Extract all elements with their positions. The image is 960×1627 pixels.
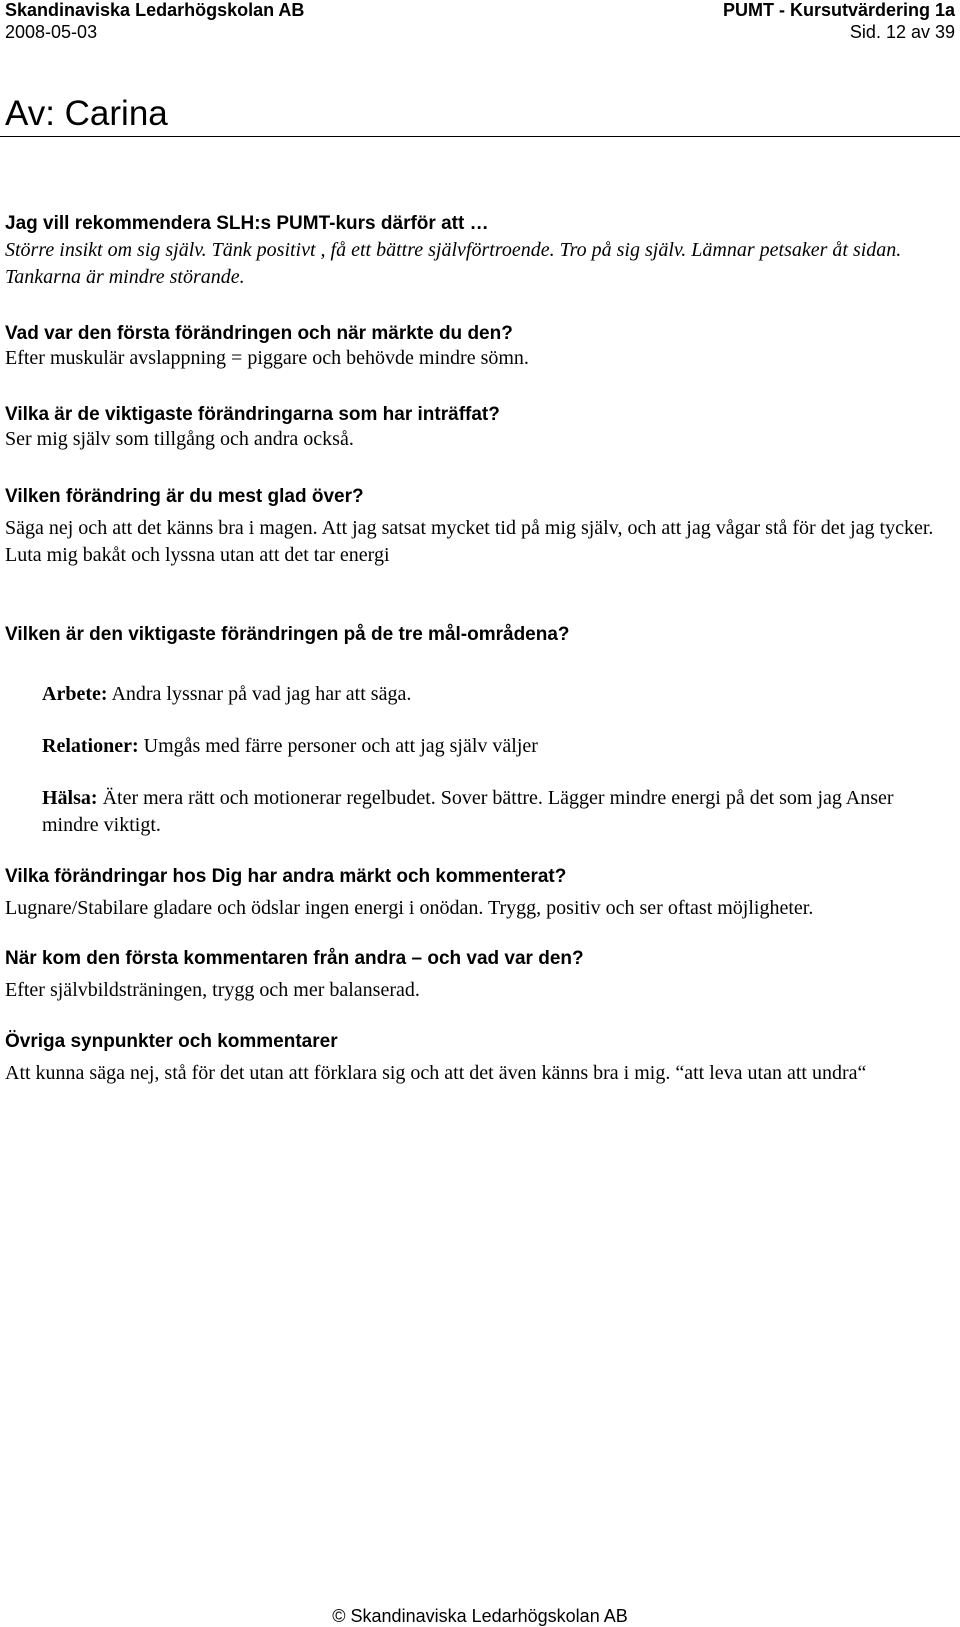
question-goal-areas: Vilken är den viktigaste förändringen på de tre mål-områdena? (5, 624, 570, 645)
page-footer: © Skandinaviska Ledarhögskolan AB (332, 1606, 628, 1626)
answer-noticed-by-others: Lugnare/Stabilare gladare och ödslar ingen energi i onödan. Trygg, positiv och ser oftast möjligheter. (5, 897, 814, 919)
author-title: Av: Carina (5, 94, 168, 133)
goal-area-health-text: Äter mera rätt och motionerar regelbudet. Sover bättre. Lägger mindre energi på det som jag Anser mindre viktigt. (42, 787, 894, 836)
question-recommend: Jag vill rekommendera SLH:s PUMT-kurs därför att … (5, 213, 489, 234)
goal-area-work (42, 681, 955, 708)
header-document-title: PUMT - Kursutvärdering 1a (722, 0, 955, 20)
goal-area-health (42, 785, 955, 839)
answer-recommend: Större insikt om sig själv. Tänk positivt , få ett bättre självförtroende. Tro på sig själv. Lämnar petsaker åt sidan. Tankarna är mindre störande. (5, 239, 902, 288)
header-date: 2008-05-03 (5, 22, 98, 42)
header-organization: Skandinaviska Ledarhögskolan AB (5, 0, 305, 20)
goal-area-relations-label: Relationer: (42, 735, 139, 757)
question-other-comments: Övriga synpunkter och kommentarer (5, 1031, 338, 1052)
answer-most-glad: Säga nej och att det känns bra i magen. Att jag satsat mycket tid på mig själv, och att jag vågar stå för det jag tycker. Luta mig bakåt och lyssna utan att det tar energi (5, 517, 934, 566)
question-most-important-changes: Vilka är de viktigaste förändringarna som har inträffat? (5, 404, 500, 425)
answer-other-comments: Att kunna säga nej, stå för det utan att förklara sig och att det även känns bra i mig. “att leva utan att undra“ (5, 1062, 867, 1084)
answer-first-comment: Efter självbildsträningen, trygg och mer balanserad. (5, 979, 420, 1001)
header-page-number: Sid. 12 av 39 (849, 22, 955, 42)
goal-area-work-text: Andra lyssnar på vad jag har att säga. (111, 683, 412, 705)
answer-first-change: Efter muskulär avslappning = piggare och behövde mindre sömn. (5, 347, 529, 369)
title-divider (0, 136, 960, 137)
goal-area-relations-text: Umgås med färre personer och att jag själv väljer (143, 735, 538, 757)
question-most-glad: Vilken förändring är du mest glad över? (5, 486, 364, 507)
goal-area-relations (42, 733, 955, 760)
goal-area-work-label: Arbete: (42, 683, 108, 705)
question-noticed-by-others: Vilka förändringar hos Dig har andra märkt och kommenterat? (5, 866, 567, 887)
goal-area-health-label: Hälsa: (42, 787, 98, 809)
question-first-change: Vad var den första förändringen och när märkte du den? (5, 323, 513, 344)
question-first-comment: När kom den första kommentaren från andra – och vad var den? (5, 948, 584, 969)
answer-most-important-changes: Ser mig själv som tillgång och andra också. (5, 428, 354, 450)
